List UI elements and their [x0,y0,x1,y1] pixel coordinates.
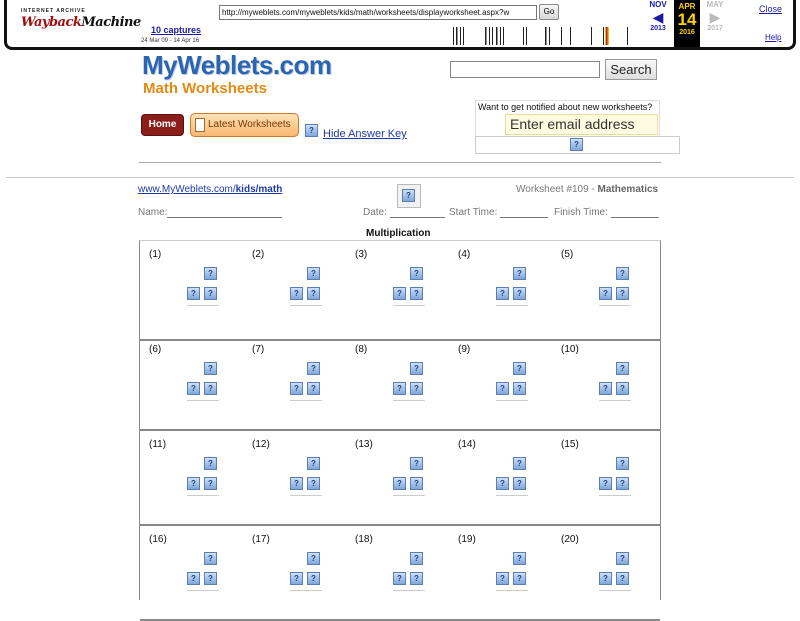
link-prefix: www.MyWeblets.com/ [138,184,236,195]
problem-number: (8) [355,344,368,355]
missing-image-icon: ? [616,457,629,470]
answer-line [599,495,631,496]
search-input[interactable] [450,61,600,78]
problem-row [140,241,660,341]
problem-number: (13) [355,439,373,450]
problem-number: (2) [252,249,265,260]
missing-image-icon: ? [204,287,217,300]
missing-image-icon: ? [616,552,629,565]
nav-latest-worksheets-button[interactable] [190,113,299,137]
search-button[interactable]: Search [605,59,657,80]
problem-cell [554,241,657,331]
missing-image-icon: ? [513,457,526,470]
wayback-logo-part-b: Machine [81,15,141,30]
nav-latest-label: Latest Worksheets [208,119,291,130]
missing-image-icon: ? [393,287,406,300]
missing-image-icon: ? [616,287,629,300]
current-month: APR [678,2,696,11]
missing-image-icon: ? [290,287,303,300]
problem-cell [348,336,451,426]
answer-line [496,590,528,591]
link-bold: kids/math [235,184,283,195]
missing-image-icon: ? [307,572,320,585]
start-time-line [500,209,548,218]
answer-line [187,305,219,306]
finish-time-label: Finish Time: [554,207,608,218]
answer-line [393,400,425,401]
worksheet-subject: Mathematics [597,184,659,195]
missing-image-icon: ? [599,382,612,395]
missing-image-icon: ? [410,267,423,280]
answer-line [187,495,219,496]
problem-cell [245,241,348,331]
problem-cell [245,431,348,521]
wayback-close-link[interactable]: Close [759,4,783,14]
name-field [138,207,282,218]
missing-image-icon: ? [187,572,200,585]
help-icon[interactable]: ? [305,124,318,137]
missing-image-icon: ? [513,572,526,585]
missing-image-icon: ? [616,572,629,585]
answer-line [393,590,425,591]
problem-number: (19) [458,534,476,545]
problem-cell [348,241,451,331]
problem-cell [554,526,657,616]
answer-line [496,305,528,306]
answer-line [599,305,631,306]
problem-number: (14) [458,439,476,450]
problem-number: (11) [149,439,167,450]
answer-line [290,590,322,591]
missing-image-icon: ? [410,572,423,585]
missing-image-icon: ? [393,572,406,585]
problem-cell [142,526,245,616]
missing-image-icon: ? [307,362,320,375]
wayback-url-input[interactable]: http://myweblets.com/myweblets/kids/math/worksheets/displayworksheet.aspx?w [219,5,537,20]
missing-image-icon: ? [410,287,423,300]
problem-cell [451,241,554,331]
wayback-help-link[interactable]: Help [765,33,782,42]
problem-number: (20) [561,534,579,545]
captures-range: 24 Mar 09 - 14 Apr 16 [141,38,200,44]
wayback-go-button[interactable]: Go [539,4,559,20]
missing-image-icon: ? [307,552,320,565]
answer-line [393,495,425,496]
problem-row [140,526,660,621]
missing-image-icon: ? [307,477,320,490]
wayback-toolbar [4,0,796,50]
missing-image-icon: ? [187,477,200,490]
problem-cell [451,526,554,616]
wayback-logo[interactable] [21,15,141,30]
missing-image-icon: ? [616,382,629,395]
wayback-logo-caption: INTERNET ARCHIVE [21,8,86,14]
next-month: MAY [706,0,724,9]
prev-year: 2013 [650,25,666,32]
missing-image-icon: ? [410,382,423,395]
problem-number: (1) [149,249,162,260]
missing-image-icon: ? [496,287,509,300]
answer-line [496,400,528,401]
answer-line [290,495,322,496]
divider [6,177,794,178]
nav-home-button[interactable]: Home [141,114,184,136]
capture-sparkline[interactable] [451,25,641,45]
missing-image-icon: ? [204,267,217,280]
missing-image-icon: ? [513,362,526,375]
problem-number: (4) [458,249,471,260]
worksheet-number-text: Worksheet #109 - [516,184,598,195]
missing-image-icon: ? [496,572,509,585]
problem-number: (17) [252,534,270,545]
missing-image-icon: ? [616,267,629,280]
date-line [390,209,445,218]
problem-number: (3) [355,249,368,260]
missing-image-icon: ? [393,477,406,490]
missing-image-icon: ? [307,267,320,280]
missing-image-icon: ? [307,457,320,470]
problem-number: (12) [252,439,270,450]
missing-image-icon: ? [496,477,509,490]
next-year: 2017 [707,25,723,32]
problem-number: (18) [355,534,373,545]
answer-line [599,400,631,401]
email-field[interactable]: Enter email address [505,114,658,135]
divider [139,162,661,163]
answer-line [187,400,219,401]
missing-image-icon: ? [204,477,217,490]
name-label: Name: [138,207,168,218]
subscribe-icon[interactable]: ? [570,138,583,151]
worksheet-title: Multiplication [366,228,431,239]
missing-image-icon: ? [410,477,423,490]
current-capture [674,0,700,47]
missing-image-icon: ? [410,552,423,565]
missing-image-icon: ? [290,477,303,490]
missing-image-icon: ? [599,287,612,300]
problems-grid [139,240,661,600]
missing-image-icon: ? [204,382,217,395]
problem-row [140,431,660,526]
problem-cell [245,336,348,426]
missing-image-icon: ? [187,382,200,395]
problem-cell [142,431,245,521]
answer-line [187,590,219,591]
prev-capture[interactable] [645,0,671,32]
answer-line [496,495,528,496]
problem-cell [451,336,554,426]
missing-image-icon: ? [513,287,526,300]
missing-image-icon: ? [616,477,629,490]
problem-number: (9) [458,344,471,355]
missing-image-icon: ? [410,457,423,470]
captures-link[interactable]: 10 captures [151,25,202,35]
missing-image-icon: ? [393,382,406,395]
missing-image-icon: ? [513,267,526,280]
problem-number: (7) [252,344,265,355]
date-field [363,207,445,218]
missing-image-icon: ? [307,287,320,300]
problem-number: (16) [149,534,167,545]
missing-image-icon: ? [204,457,217,470]
missing-image-icon: ? [290,572,303,585]
missing-image-icon: ? [290,382,303,395]
current-day: 14 [677,10,697,29]
prev-month: NOV [649,0,667,9]
start-time-label: Start Time: [449,207,498,218]
missing-image-icon: ? [513,382,526,395]
problem-number: (10) [561,344,579,355]
prev-arrow-icon[interactable]: ◀ [652,9,664,25]
site-logo-title[interactable]: MyWeblets.com [142,50,332,80]
missing-image-icon: ? [187,287,200,300]
current-year: 2016 [679,29,695,36]
answer-line [599,590,631,591]
answer-line [290,400,322,401]
hide-answer-key-link[interactable]: Hide Answer Key [323,128,407,140]
missing-image-icon: ? [513,552,526,565]
problem-row [140,336,660,431]
answer-line [290,305,322,306]
problem-cell [348,431,451,521]
missing-image-icon: ? [496,382,509,395]
problem-cell [245,526,348,616]
answer-line [393,305,425,306]
sparkline-bars [453,27,628,45]
missing-image-icon: ? [204,552,217,565]
site-logo-subtitle[interactable]: Math Worksheets [143,80,267,97]
wayback-logo-part-a: Wayback [21,15,82,30]
missing-image-icon: ? [307,382,320,395]
missing-image-icon: ? [204,362,217,375]
print-icon: ? [402,189,415,202]
start-time-field [449,207,548,218]
missing-image-icon: ? [599,477,612,490]
problem-cell [142,336,245,426]
problem-number: (5) [561,249,574,260]
problem-cell [554,431,657,521]
print-icon-box[interactable] [397,184,421,208]
problem-number: (6) [149,344,162,355]
problem-cell [142,241,245,331]
worksheet-number [516,184,658,195]
missing-image-icon: ? [410,362,423,375]
problem-cell [554,336,657,426]
finish-time-line [611,209,659,218]
missing-image-icon: ? [204,572,217,585]
next-capture[interactable] [702,0,728,32]
date-label: Date: [363,207,387,218]
document-icon [195,118,205,132]
next-arrow-icon[interactable]: ▶ [709,9,721,25]
finish-time-field [554,207,659,218]
problem-cell [451,431,554,521]
name-line [167,209,282,218]
missing-image-icon: ? [599,572,612,585]
missing-image-icon: ? [616,362,629,375]
problem-number: (15) [561,439,579,450]
worksheet-source-link[interactable] [138,184,282,195]
notify-label: Want to get notified about new worksheets? [478,102,653,112]
missing-image-icon: ? [513,477,526,490]
problem-cell [348,526,451,616]
